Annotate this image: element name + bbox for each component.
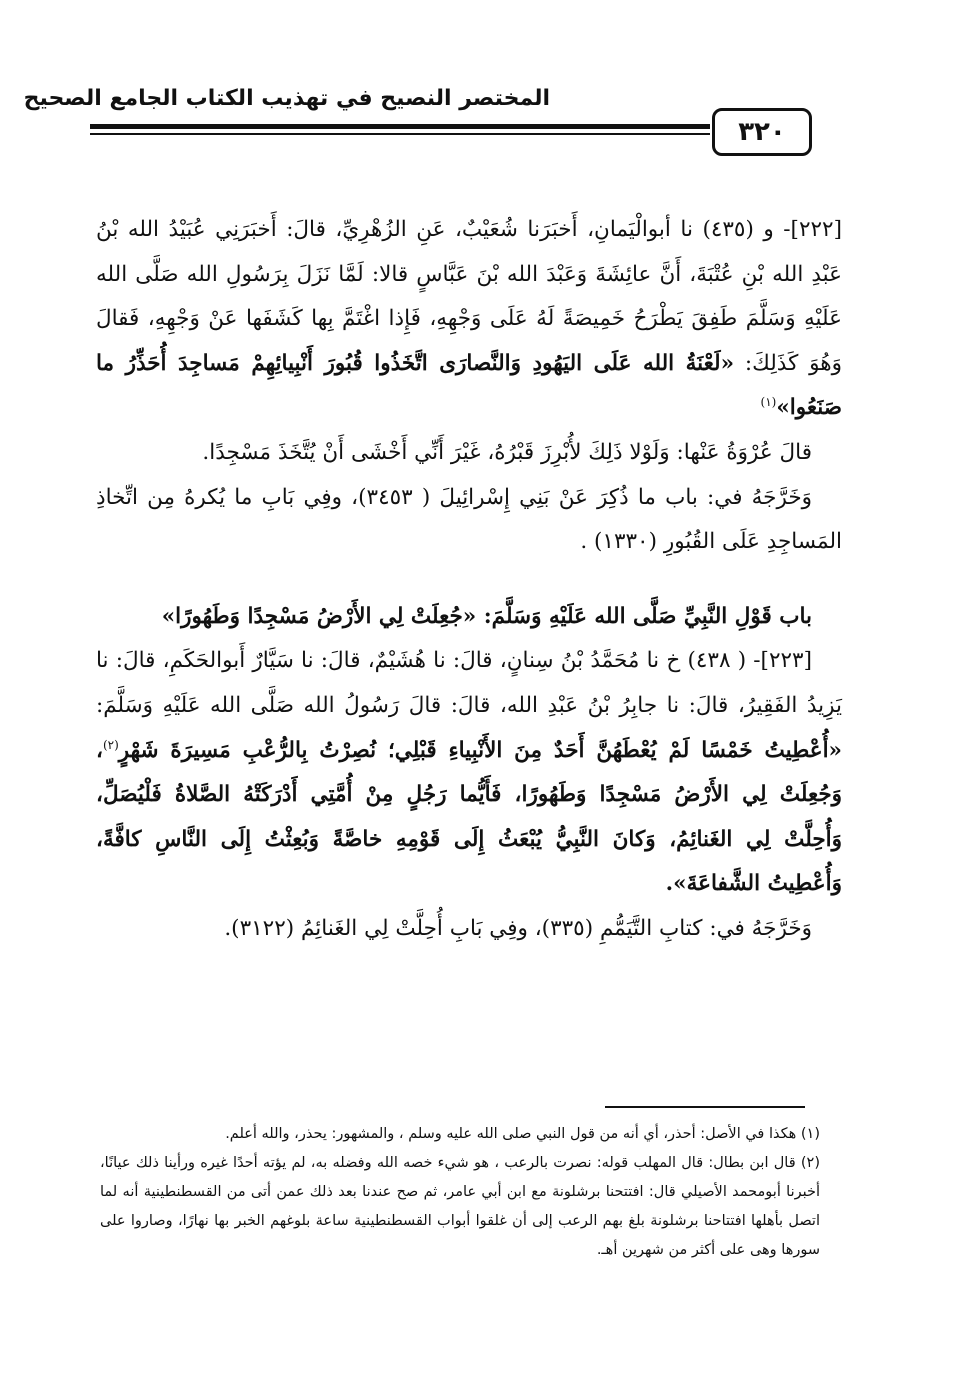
hadith-223 (96, 639, 842, 907)
footnote-ref-1: (١) (760, 395, 777, 410)
hadith-222-isnad: [٢٢٢]- و (٤٣٥) نا أبوالْيَمانِ، أَخبَرَنا شُعَيْبٌ، عَنِ الزُهْرِيِّ، قالَ: أَخبَرَنِي عُبَيْدُ الله بْنُ عَبْدِ الله بْنِ عُتْبَةَ، أَنَّ عائِشَةَ وَعَبْدَ الله بْنَ عَبَّاسٍ قالا: لَمَّا نَزَلَ بِرَسُولِ الله صَلَّى الله عَلَيْهِ وَسَلَّمَ طَفِقَ يَطْرَحُ خَمِيصَةً لَهُ عَلَى وَجْهِهِ، فَإِذا اغْتَمَّ بِها كَشَفَها عَنْ وَجْهِهِ، فَقالَ وَهُوَ كَذَلِكَ: (96, 217, 842, 376)
urwa-note: قالَ عُرْوَةُ عَنْها: وَلَوْلا ذَلِكَ لأُبْرِزَ قَبْرُهُ، غَيْرَ أَنِّي أَخْشَى أَنْ يُتَّخَذَ مَسْجِدًا. (202, 439, 812, 465)
chapter-heading: باب قَوْلِ النَّبِيِّ صَلَّى الله عَلَيْهِ وَسَلَّمَ: «جُعِلَتْ لِي الأَرْضُ مَسْجِدًا وَطَهُورًا» (161, 603, 812, 629)
footnote-rule (605, 1106, 805, 1108)
footnote-ref-2: (٢) (102, 737, 119, 752)
hadith-222-matn: «لَعْنَةُ الله عَلَى اليَهُودِ وَالنَّصارَى اتَّخَذُوا قُبُورَ أَنْبِيائِهِمْ مَساجِدَ أُحَذِّرُ ما صَنَعُوا» (96, 350, 842, 421)
hadith-222-takhrij: وَخَرَّجَهُ في: باب ما ذُكِرَ عَنْ بَنِي إِسْرائِيلَ ( ٣٤٥٣)، وفِي بَابِ ما يُكرهُ مِن اتِّخاذِ المَساجِدِ عَلَى القُبُورِ (١٣٣٠) . (96, 484, 842, 555)
hadith-222 (96, 208, 842, 431)
hadith-223-matn-part1: «أُعْطِيتُ خَمْسًا لَمْ يُعْطَهُنَّ أَحَدٌ مِنَ الأَنْبِياءِ قَبْلِي؛ نُصِرْتُ بِالرُّعْبِ مَسِيرَةَ شَهْرٍ (118, 737, 842, 763)
page-number: ٣٢٠ (712, 108, 812, 156)
section-gap (96, 565, 842, 595)
running-title: المختصر النصيح في تهذيب الكتاب الجامع الصحيح (23, 86, 550, 111)
footnote-1: (١) هكذا في الأصل: أحذر، أي أنه من قول النبي صلى الله عليه وسلم ، والمشهور: يحذر، والله أعلم. (225, 1126, 820, 1142)
header-rule-thick (90, 124, 710, 129)
footnote-2: (٢) قال ابن بطال: قال المهلب قوله: نصرت بالرعب ، هو شيء خصه الله وفضله به، لم يؤته أحدًا غيره ورأينا ذلك عيانًا، أخبرنا أبومحمد الأصيلي قال: افتتحنا برشلونة مع ابن أبي عامر، ثم صح عندنا بعد ذلك عمن أتى من القسطنطينية أنه لما اتصل بأهلها افتتاحنا برشلونة بلغ بهم الرعب إلى أن غلقوا أبواب القسطنطينية ساعة بلوغهم الخبر بها نهارًا، وصاروا على سورها وهى على أكثر من شهرين أهـ. (100, 1155, 820, 1258)
hadith-223-matn-part2: ، وَجُعِلَتْ لِي الأَرْضُ مَسْجِدًا وَطَهُورًا، فَأَيُّما رَجُلٍ مِنْ أُمَّتِي أَدْرَكَتْهُ الصَّلاةُ فَلْيُصَلِّ، وَأُحِلَّتْ لِي الغَنائِمُ، وَكانَ النَّبِيُّ يُبْعَثُ إِلَى قَوْمِهِ خاصَّةً وَبُعِثْتُ إِلَى النَّاسِ كافَّةً، وَأُعْطِيتُ الشَّفاعَةَ». (96, 737, 842, 897)
header-rule-thin (90, 133, 710, 135)
main-text (96, 208, 842, 952)
hadith-223-isnad: [٢٢٣]- ( ٤٣٨) خ نا مُحَمَّدُ بْنُ سِنانٍ، قالَ: نا هُشَيْمٌ، قالَ: نا سَيَّارٌ أَبوالحَكَمِ، قالَ: نا يَزِيدُ الفَقِيرُ، قالَ: نا جابِرُ بْنُ عَبْدِ الله، قالَ: قالَ رَسُولُ الله صَلَّى الله عَلَيْهِ وَسَلَّمَ: (96, 648, 842, 718)
footnotes (100, 1120, 820, 1265)
hadith-223-takhrij: وَخَرَّجَهُ في: كتابِ التَّيَمُّمِ (٣٣٥)، وفِي بَابِ أُحِلَّتْ لِي الغَنائِمُ (٣١٢٢). (224, 915, 812, 941)
